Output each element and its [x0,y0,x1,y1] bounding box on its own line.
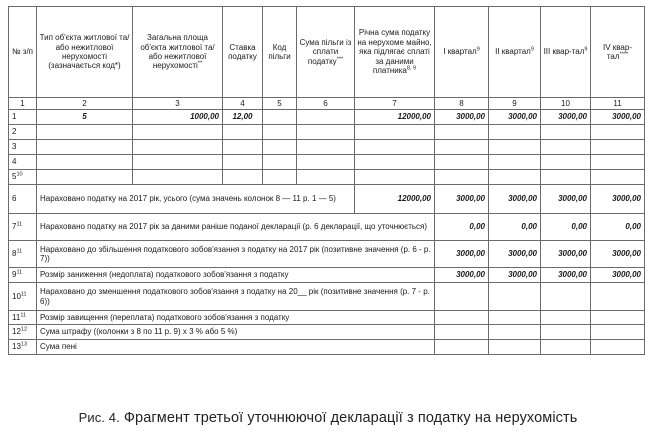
header-q4: IV квар-тал**** [591,7,645,98]
cell-q4: 3000,00 [591,241,645,268]
cell-q2 [489,311,541,325]
table-row [9,110,645,125]
row-number: 6 [9,185,37,214]
header-rate: Ставка податку [223,7,263,98]
cell-q1 [435,283,489,311]
cell-q4: 3000,00 [591,185,645,214]
cell-q4 [591,283,645,311]
summary-row-penalty [9,340,645,355]
column-number: 8 [435,98,489,110]
column-number: 6 [297,98,355,110]
cell-q4 [591,311,645,325]
cell-q1: 3000,00 [435,110,489,125]
cell-q3 [541,311,591,325]
header-benefit-sum: Сума пільги із сплати податку*** [297,7,355,98]
column-number-row [9,98,645,110]
table-row [9,170,645,185]
cell-q3 [541,283,591,311]
summary-row-overpayment [9,311,645,325]
cell-q2: 3000,00 [489,110,541,125]
row-number: $13^{13}$ [9,340,37,355]
cell-benefit-code [263,110,297,125]
cell-q3: 3000,00 [541,268,591,283]
summary-row-fine [9,325,645,340]
row-description: Нараховано податку на 2017 рік, усього (сума значень колонок 8 — 11 р. 1 — 5) [37,185,355,214]
row-description: Нараховано до збільшення податкового зобов'язання з податку на 2017 рік (позитивне значення (р. 6 - р. 7)) [37,241,435,268]
cell-type-code: 5 [37,110,133,125]
row-description: Сума пені [37,340,435,355]
cell-annual-sum: 12000,00 [355,110,435,125]
row-description: Нараховано до зменшення податкового зобов'язання з податку на 20__ рік (позитивне значення (р. 7 - р. 6)) [37,283,435,311]
header-type: Тип об'єкта житлової та/або нежитлової нерухомості (зазначається код*) [37,7,133,98]
column-number: 3 [133,98,223,110]
row-number: $5^{10}$ [9,170,37,185]
row-number: $7^{11}$ [9,214,37,241]
column-number: 4 [223,98,263,110]
cell-q4: 0,00 [591,214,645,241]
header-annual-sum: Річна сума податку на нерухоме майно, яка підлягає сплаті за даними платника$^{8, 9}$ [355,7,435,98]
header-no: № з/п [9,7,37,98]
header-row [9,7,645,98]
cell-q1 [435,311,489,325]
header-q3: III квар-тал$^9$ [541,7,591,98]
summary-row-increase [9,241,645,268]
caption-prefix: Рис. 4. [78,410,120,425]
summary-row-decrease [9,283,645,311]
cell-q1: 3000,00 [435,185,489,214]
cell-q1: 0,00 [435,214,489,241]
caption-text: Фрагмент третьої уточнюючої декларації з податку на нерухомість [123,410,578,426]
summary-row-underpayment [9,268,645,283]
column-number: 2 [37,98,133,110]
row-number: $12^{12}$ [9,325,37,340]
column-number: 10 [541,98,591,110]
cell-annual-sum: 12000,00 [355,185,435,214]
cell-benefit-sum [297,110,355,125]
cell-q2: 0,00 [489,214,541,241]
cell-q2: 3000,00 [489,185,541,214]
header-area: Загальна площа об'єкта житлової та/або нежитлової нерухомості** [133,7,223,98]
table-row [9,155,645,170]
row-number: 2 [9,125,37,140]
row-number: 1 [9,110,37,125]
table-row [9,125,645,140]
cell-q3: 0,00 [541,214,591,241]
cell-q1: 3000,00 [435,268,489,283]
column-number: 11 [591,98,645,110]
cell-q2: 3000,00 [489,268,541,283]
column-number: 1 [9,98,37,110]
cell-rate: 12,00 [223,110,263,125]
summary-row-total [9,185,645,214]
cell-q2: 3000,00 [489,241,541,268]
figure-caption [0,410,656,426]
declaration-fragment [8,6,644,355]
table-row [9,140,645,155]
declaration-table [8,6,645,355]
cell-q3: 3000,00 [541,241,591,268]
summary-row-previous [9,214,645,241]
cell-area: 1000,00 [133,110,223,125]
row-number: $8^{11}$ [9,241,37,268]
column-number: 7 [355,98,435,110]
cell-q3: 3000,00 [541,110,591,125]
row-description: Розмір заниження (недоплата) податкового зобов'язання з податку [37,268,435,283]
column-number: 5 [263,98,297,110]
cell-q4: 3000,00 [591,268,645,283]
header-q2: II квартал$^9$ [489,7,541,98]
header-benefit-code: Код пільги [263,7,297,98]
row-description: Розмір завищення (переплата) податкового зобов'язання з податку [37,311,435,325]
cell-q1: 3000,00 [435,241,489,268]
cell-q2 [489,283,541,311]
row-number: $10^{11}$ [9,283,37,311]
header-q1: I квартал$^9$ [435,7,489,98]
row-number: 4 [9,155,37,170]
row-description: Нараховано податку на 2017 рік за даними раніше поданої декларації (р. 6 декларації, що уточнюється) [37,214,435,241]
row-number: $9^{11}$ [9,268,37,283]
cell-q4: 3000,00 [591,110,645,125]
column-number: 9 [489,98,541,110]
row-number: $11^{11}$ [9,311,37,325]
row-number: 3 [9,140,37,155]
row-description: Сума штрафу ((колонки з 8 по 11 р. 9) х 3 % або 5 %) [37,325,435,340]
cell-q3: 3000,00 [541,185,591,214]
